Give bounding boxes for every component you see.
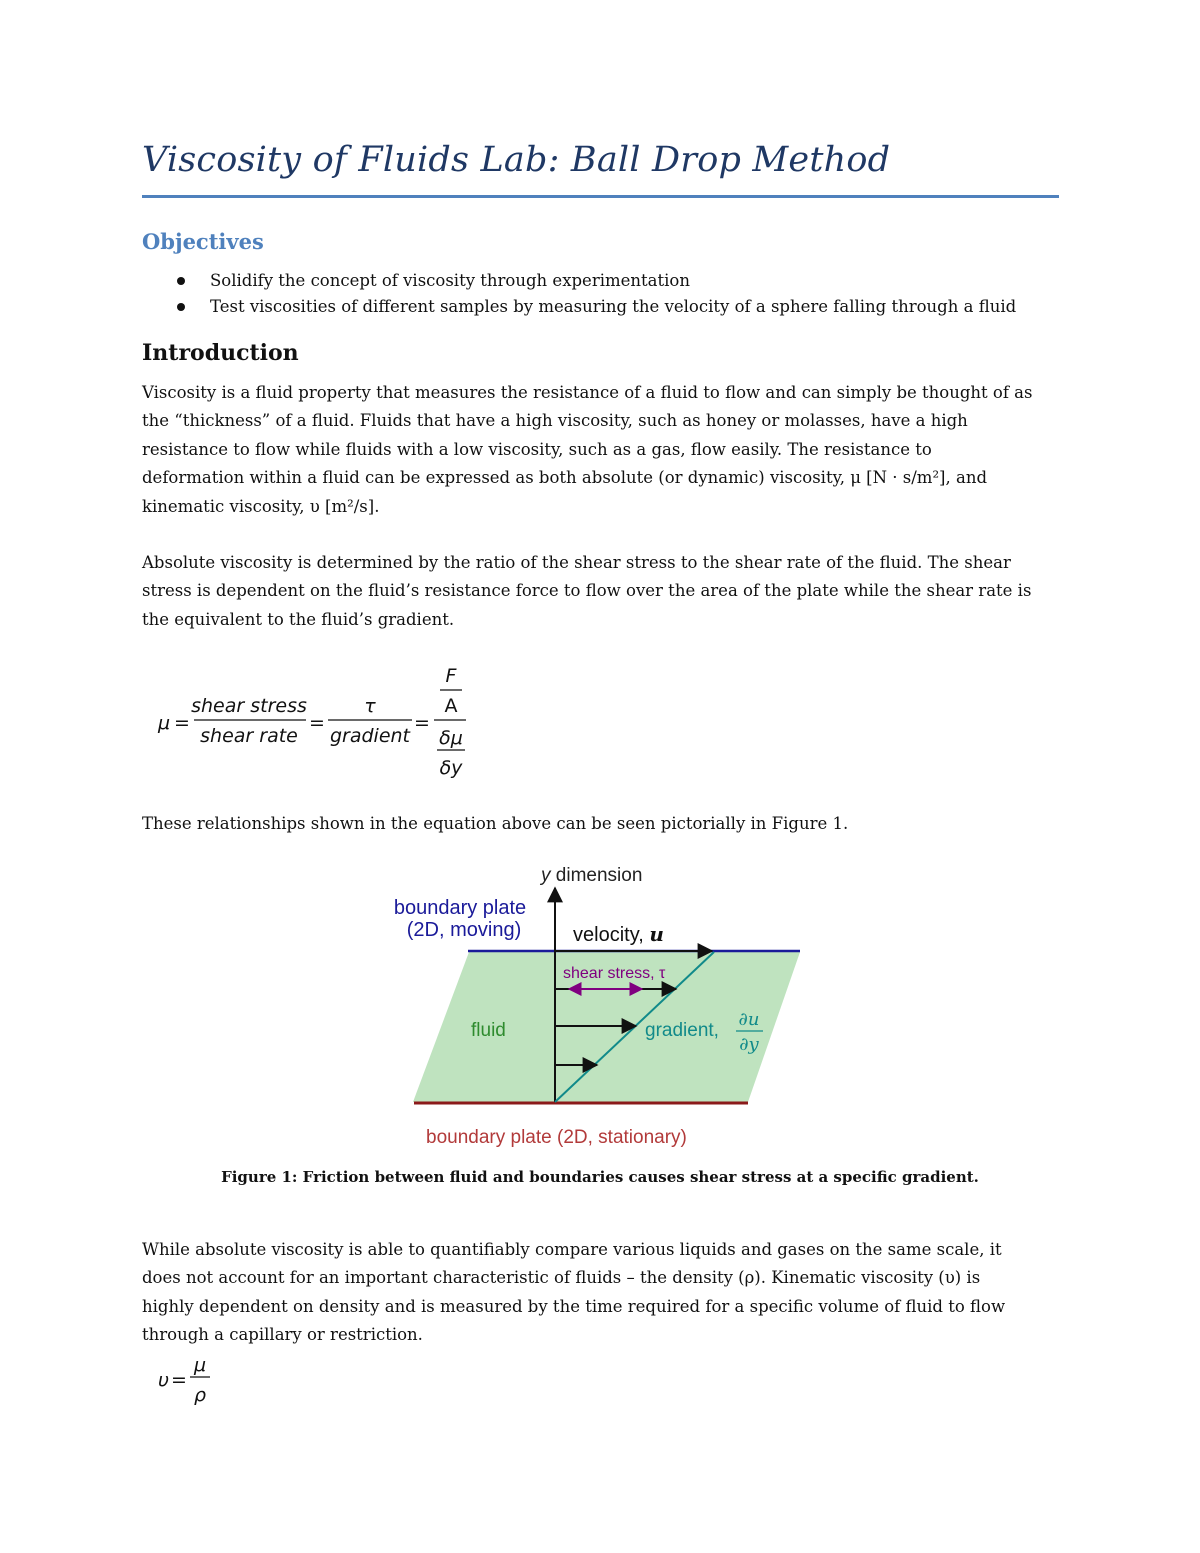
bullet-icon [177,303,185,311]
boundary-plate-top-label: boundary plate [393,897,527,919]
boundary-plate-bottom-label: boundary plate (2D, stationary) [426,1127,687,1148]
bullet-icon [177,277,185,285]
eq-equals-1: = [174,712,190,734]
eq-gradient: gradient [329,725,411,747]
eq-dmu: δμ [439,727,463,749]
velocity-label: velocity, u [573,922,664,946]
eq-F: F [445,665,457,687]
eq-rho-denominator: ρ [193,1384,207,1406]
list-item: Test viscosities of different samples by measuring the velocity of a sphere falling through a fluid [170,294,1016,320]
intro-paragraph-1: Viscosity is a fluid property that measures the resistance of a fluid to flow and can simply be thought of as the “thickness” of a fluid. Fluids that have a high viscosity, such as honey or molasses, have a high resistance to flow while fluids with a low viscosity, such as a gas, flow easily. The resistance to deformation within a fluid can be expressed as both absolute (or dynamic) viscosity, μ [N · s/m²], and kinematic viscosity, υ [m²/s]. [142,383,1033,516]
intro-paragraph-2: Absolute viscosity is determined by the ratio of the shear stress to the shear rate of the fluid. The shear stress is dependent on the fluid’s resistance force to flow over the area of the plate while the shear rate is the equivalent to the fluid’s gradient. [142,553,1032,629]
eq-tau: τ [364,695,376,717]
intro-paragraph-4: While absolute viscosity is able to quantifiably compare various liquids and gases on the same scale, it does not account for an important characteristic of fluids – the density (ρ). Kinematic viscosity (υ) is highly dependent on density and is measured by the time required for a specific volume of fluid to flow through a capillary or restriction. [142,1240,1006,1345]
shear-stress-label: shear stress, τ [563,965,666,982]
eq-mu: μ [158,712,171,734]
viscosity-equation [154,662,484,782]
intro-paragraph-3: These relationships shown in the equation above can be seen pictorially in Figure 1. [142,814,849,833]
eq-equals: = [171,1369,187,1391]
gradient-label: gradient, [645,1020,719,1041]
introduction-heading: Introduction [142,340,299,366]
eq-mu-numerator: μ [193,1355,207,1376]
eq-A: A [444,695,458,717]
document-title: Viscosity of Fluids Lab: Ball Drop Method [142,140,891,180]
objectives-list [170,268,1016,320]
list-item: Solidify the concept of viscosity through experimentation [170,268,1016,294]
objectives-heading: Objectives [142,229,264,254]
boundary-plate-top-sublabel: (2D, moving) [406,919,522,941]
eq-shear-rate: shear rate [200,725,298,747]
gradient-numerator: ∂u [738,1009,760,1030]
eq-dy: δy [439,757,463,779]
gradient-denominator: ∂y [739,1034,759,1055]
eq-shear-stress: shear stress [191,695,307,717]
title-underline [142,195,1059,198]
fluid-label: fluid [471,1020,506,1041]
eq-equals-2: = [309,712,325,734]
kinematic-viscosity-equation [154,1355,234,1410]
figure-1-shear-diagram [386,858,816,1158]
figure-caption: Figure 1: Friction between fluid and boundaries causes shear stress at a specific gradient. [221,1168,979,1186]
eq-equals-3: = [414,712,430,734]
y-dimension-label: y dimension [541,865,643,886]
eq-nu: υ [158,1369,169,1391]
